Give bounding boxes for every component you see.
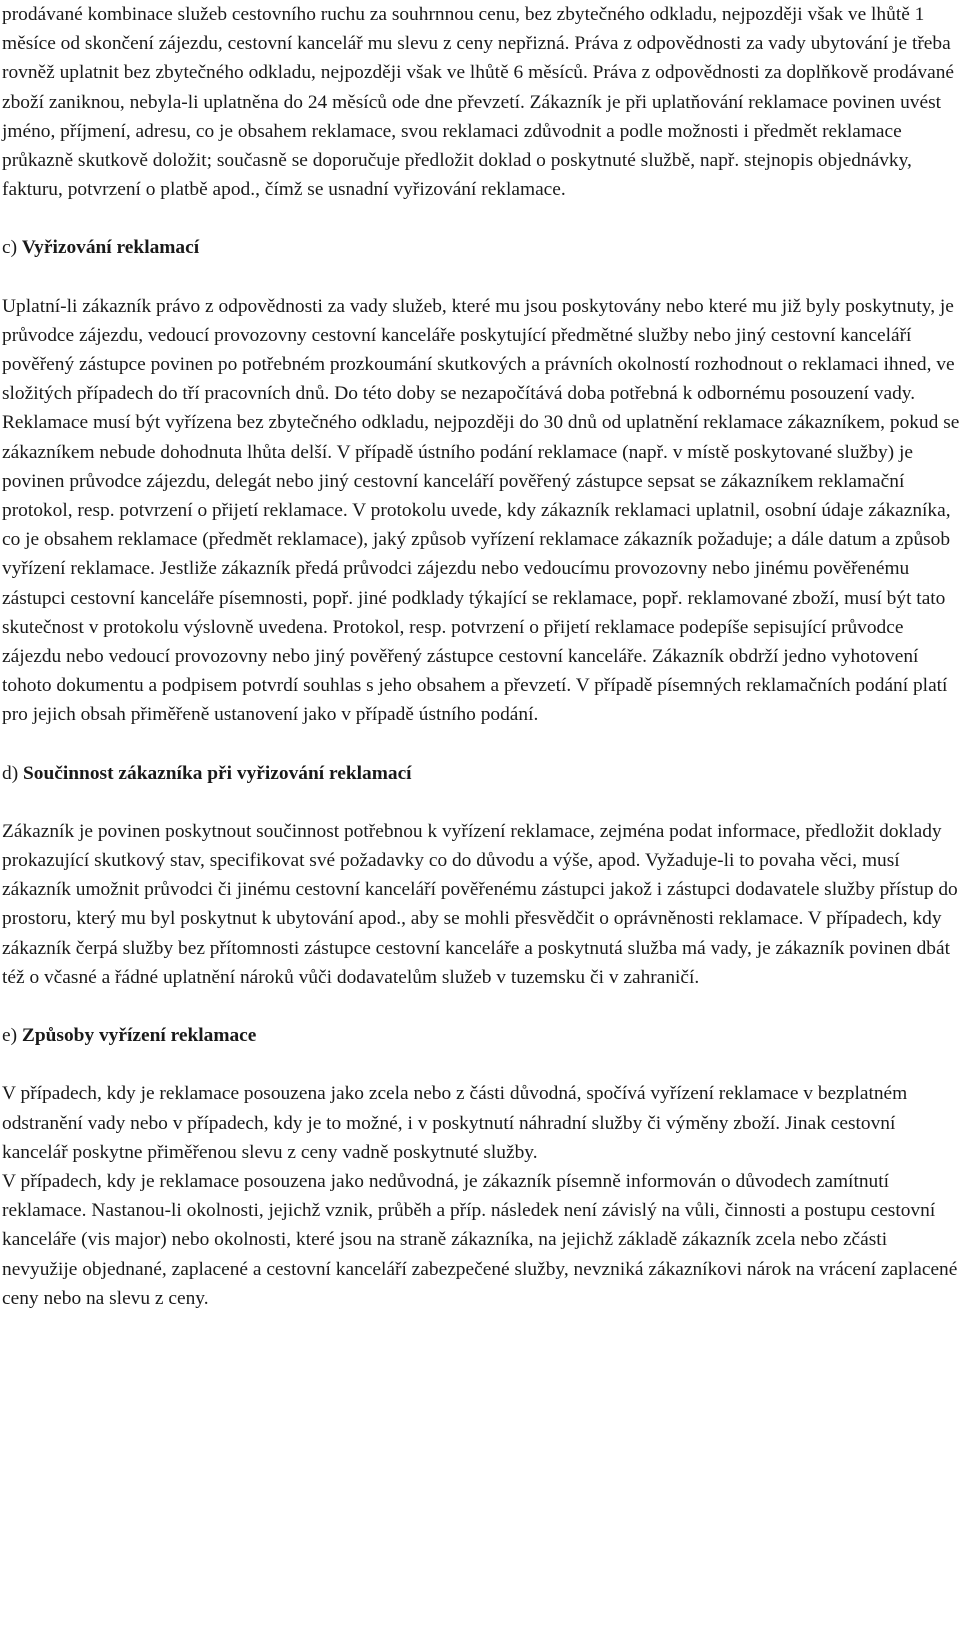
section-title: Vyřizování reklamací: [21, 237, 200, 259]
section-letter: e): [2, 1025, 22, 1047]
section-title: Způsoby vyřízení reklamace: [21, 1025, 257, 1047]
section-title: Součinnost zákazníka při vyřizování reklamací: [23, 762, 412, 784]
paragraph-complaint-deadlines: prodávané kombinace služeb cestovního ruchu za souhrnnou cenu, bez zbytečného odkladu, nejpozději však ve lhůtě 1 měsíce od skončení zájezdu, cestovní kancelář mu slevu z ceny nepřizná. Práva z odpovědnosti za vady ubytování je třeba rovněž uplatnit bez zbytečného odkladu, nejpozději však ve lhůtě 6 měsíců. Práva z odpovědnosti za doplňkově prodávané zboží zaniknou, nebyla-li uplatněna do 24 měsíců ode dne převzetí. Zákazník je při uplatňování reklamace povinen uvést jméno, příjmení, adresu, co je obsahem reklamace, svou reklamaci zdůvodnit a podle možnosti i předmět reklamace průkazně skutkově doložit; současně se doporučuje předložit doklad o poskytnuté službě, např. stejnopis objednávky, fakturu, potvrzení o platbě apod., čímž se usnadní vyřizování reklamace.: [2, 4, 954, 201]
paragraph-justified-complaint: V případech, kdy je reklamace posouzena jako zcela nebo z části důvodná, spočívá vyřízení reklamace v bezplatném odstranění vady nebo v případech, kdy je to možné, i v poskytnutí náhradní služby či výměny zboží. Jinak cestovní kancelář poskytne přiměřenou slevu z ceny vadně poskytnuté služby.: [2, 1083, 908, 1163]
section-letter: d): [2, 762, 24, 784]
spacer: [2, 730, 960, 759]
paragraph-complaint-handling: Uplatní-li zákazník právo z odpovědnosti za vady služeb, které mu jsou poskytovány nebo které mu již byly poskytnuty, je průvodce zájezdu, vedoucí provozovny cestovní kanceláře poskytující předmětné služby nebo jiný cestovní kanceláří pověřený zástupce povinen po potřebném prozkoumání skutkových a právních okolností rozhodnout o reklamaci ihned, ve složitých případech do tří pracovních dnů. Do této doby se nezapočítává doba potřebná k odbornému posouzení vady. Reklamace musí být vyřízena bez zbytečného odkladu, nejpozději do 30 dnů od uplatnění reklamace zákazníkem, pokud se zákazníkem nebude dohodnuta lhůta delší. V případě ústního podání reklamace (např. v místě poskytované služby) je povinen průvodce zájezdu, delegát nebo jiný cestovní kanceláří pověřený zástupce sepsat se zákazníkem reklamační protokol, resp. potvrzení o přijetí reklamace. V protokolu uvede, kdy zákazník reklamaci uplatnil, osobní údaje zákazníka, co je obsahem reklamace (předmět reklamace), jaký způsob vyřízení reklamace zákazník požaduje; a dále datum a způsob vyřízení reklamace. Jestliže zákazník předá průvodci zájezdu nebo vedoucímu provozovny nebo jinému pověřenému zástupci cestovní kanceláře písemnosti, popř. jiné podklady týkající se reklamace, popř. reklamované zboží, musí být tato skutečnost v protokolu výslovně uvedena. Protokol, resp. potvrzení o přijetí reklamace podepíše sepisující průvodce zájezdu nebo vedoucí provozovny nebo jiný pověřený zástupce cestovní kanceláře. Zákazník obdrží jedno vyhotovení tohoto dokumentu a podpisem potvrdí souhlas s jeho obsahem a převzetí. V případě písemných reklamačních podání platí pro jejich obsah přiměřeně ustanovení jako v případě ústního podání.: [2, 295, 960, 726]
spacer: [2, 992, 960, 1021]
section-heading-d: [2, 759, 960, 788]
paragraph-customer-cooperation: Zákazník je povinen poskytnout součinnost potřebnou k vyřízení reklamace, zejména podat informace, předložit doklady prokazující skutkový stav, specifikovat své požadavky co do důvodu a výše, apod. Vyžaduje-li to povaha věci, musí zákazník umožnit průvodci či jinému cestovní kanceláří pověřenému zástupci jakož i zástupci dodavatele služby přístup do prostoru, který mu byl poskytnut k ubytování apod., aby se mohli přesvědčit o oprávněnosti reklamace. V případech, kdy zákazník čerpá služby bez přítomnosti zástupce cestovní kanceláře a poskytnutá služba má vady, je zákazník povinen dbát též o včasné a řádné uplatnění nároků vůči dodavatelům služeb v tuzemsku či v zahraničí.: [2, 820, 958, 988]
spacer: [2, 204, 960, 233]
spacer: [2, 1050, 960, 1079]
spacer: [2, 263, 960, 292]
section-heading-e: [2, 1021, 960, 1050]
section-heading-c: [2, 233, 960, 262]
section-letter: c): [2, 237, 22, 259]
paragraph-rejected-complaint: V případech, kdy je reklamace posouzena jako nedůvodná, je zákazník písemně informován o důvodech zamítnutí reklamace. Nastanou-li okolnosti, jejichž vznik, průběh a příp. následek není závislý na vůli, činnosti a postupu cestovní kanceláře (vis major) nebo okolnosti, které jsou na straně zákazníka, na jejichž základě zákazník zcela nebo zčásti nevyužije objednané, zaplacené a cestovní kanceláří zabezpečené služby, nevzniká zákazníkovi nárok na vrácení zaplacené ceny nebo na slevu z ceny.: [2, 1170, 958, 1309]
spacer: [2, 788, 960, 817]
